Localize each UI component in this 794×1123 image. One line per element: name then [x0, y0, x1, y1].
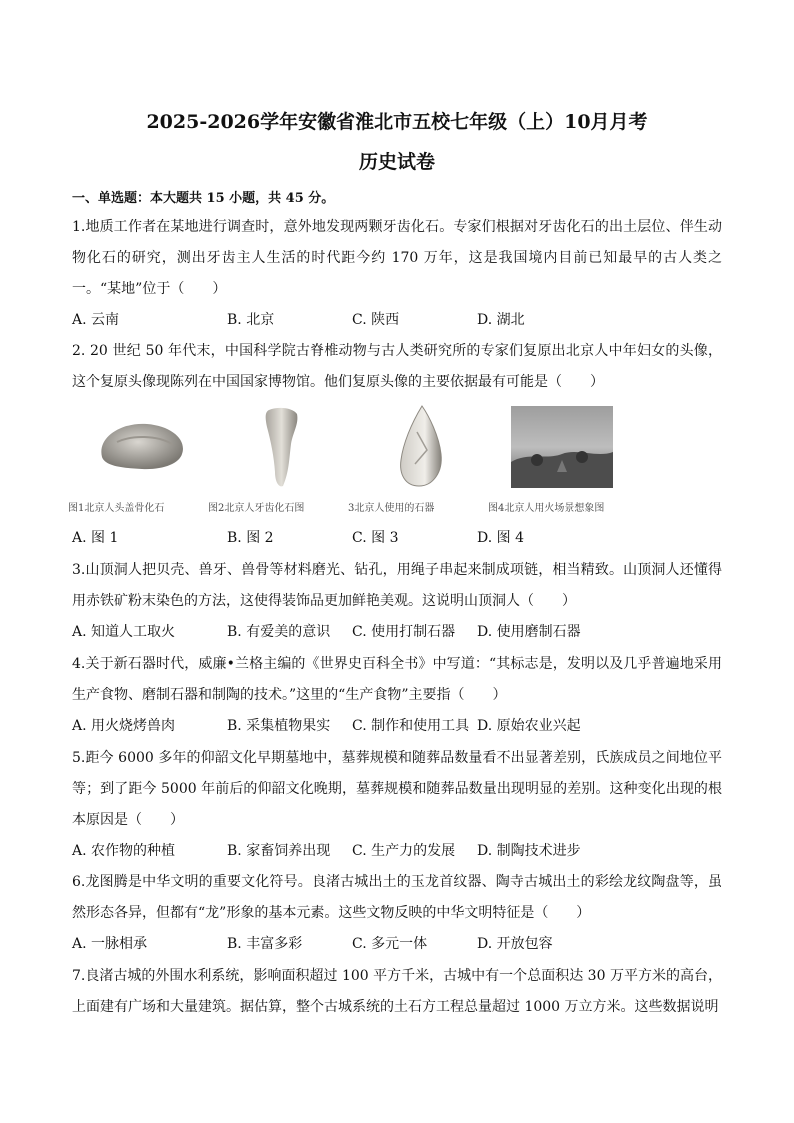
question-3-stem: 3.山顶洞人把贝壳、兽牙、兽骨等材料磨光、钻孔，用绳子串起来制成项链，相当精致。山顶洞人还懂得用赤铁矿粉末染色的方法，这使得装饰品更加鲜艳美观。这说明山顶洞人（ ）: [72, 562, 722, 609]
stone-tool-image: [367, 402, 477, 492]
question-7-stem: 7.良渚古城的外围水利系统，影响面积超过 100 平方千米，古城中有一个总面积达 30 万平方米的高台，上面建有广场和大量建筑。据估算，整个古城系统的土石方工程总量超过 1000 万立方米。这些数据说明: [72, 968, 722, 1015]
option-c[interactable]: C. 图 3: [352, 530, 399, 546]
figure-4: [488, 402, 632, 514]
skull-fossil-image: [87, 402, 197, 492]
figure-2: [208, 402, 352, 514]
figure-1-caption: 图1北京人头盖骨化石: [68, 503, 165, 514]
tooth-fossil-image: [227, 402, 337, 492]
option-b[interactable]: B. 采集植物果实: [227, 718, 331, 734]
figure-3-caption: 3北京人使用的石器: [348, 503, 435, 514]
option-b[interactable]: B. 家畜饲养出现: [227, 843, 331, 859]
option-d[interactable]: D. 湖北: [477, 312, 525, 328]
option-c[interactable]: C. 使用打制石器: [352, 624, 456, 640]
question-2-figures: [68, 402, 722, 522]
exam-subtitle: 历史试卷: [358, 151, 435, 173]
option-d[interactable]: D. 图 4: [477, 530, 524, 546]
option-a[interactable]: A. 农作物的种植: [72, 843, 176, 859]
question-6-stem: 6.龙图腾是中华文明的重要文化符号。良渚古城出土的玉龙首纹器、陶寺古城出土的彩绘龙纹陶盘等，虽然形态各异，但都有“龙”形象的基本元素。这些文物反映的中华文明特征是（ ）: [72, 874, 722, 921]
option-a[interactable]: A. 用火烧烤兽肉: [72, 718, 176, 734]
option-a[interactable]: A. 云南: [72, 312, 120, 328]
option-b[interactable]: B. 图 2: [227, 530, 274, 546]
question-5-stem: 5.距今 6000 多年的仰韶文化早期墓地中，墓葬规模和随葬品数量看不出显著差别，氏族成员之间地位平等；到了距今 5000 年前后的仰韶文化晚期，墓葬规模和随葬品数量出现明显的差别。这种变化出现的根本原因是（ ）: [72, 750, 722, 828]
figure-3: [348, 402, 492, 514]
figure-1: [68, 402, 212, 514]
section-heading: 一、单选题：本大题共 15 小题，共 45 分。: [72, 191, 335, 206]
question-4-options: [72, 715, 722, 739]
question-1-stem: 1.地质工作者在某地进行调查时，意外地发现两颗牙齿化石。专家们根据对牙齿化石的出土层位、伴生动物化石的研究，测出牙齿主人生活的时代距今约 170 万年，这是我国境内目前已知最早的古人类之一。“某地”位于（ ）: [72, 219, 722, 297]
option-d[interactable]: D. 开放包容: [477, 936, 553, 952]
option-c[interactable]: C. 制作和使用工具: [352, 718, 470, 734]
option-b[interactable]: B. 丰富多彩: [227, 936, 303, 952]
option-a[interactable]: A. 知道人工取火: [72, 624, 176, 640]
figure-2-caption: 图2北京人牙齿化石图: [208, 503, 305, 514]
figure-4-caption: 图4北京人用火场景想象图: [488, 503, 605, 514]
question-5-options: [72, 840, 722, 864]
option-b[interactable]: B. 有爱美的意识: [227, 624, 331, 640]
option-c[interactable]: C. 陕西: [352, 312, 400, 328]
exam-title: 2025-2026学年安徽省淮北市五校七年级（上）10月月考: [146, 111, 648, 133]
question-1-options: [72, 309, 722, 333]
fire-scene-image: [507, 402, 617, 492]
option-d[interactable]: D. 原始农业兴起: [477, 718, 581, 734]
option-a[interactable]: A. 一脉相承: [72, 936, 148, 952]
question-3-options: [72, 621, 722, 645]
question-6-options: [72, 933, 722, 957]
question-2-options: [72, 527, 722, 551]
question-2-stem: 2. 20 世纪 50 年代末，中国科学院古脊椎动物与古人类研究所的专家们复原出北京人中年妇女的头像，这个复原头像现陈列在中国国家博物馆。他们复原头像的主要依据最有可能是（ ）: [72, 343, 722, 390]
option-a[interactable]: A. 图 1: [72, 530, 119, 546]
option-d[interactable]: D. 制陶技术进步: [477, 843, 581, 859]
option-c[interactable]: C. 多元一体: [352, 936, 428, 952]
question-4-stem: 4.关于新石器时代，威廉•兰格主编的《世界史百科全书》中写道：“其标志是，发明以及几乎普遍地采用生产食物、磨制石器和制陶的技术。”这里的“生产食物”主要指（ ）: [72, 656, 722, 703]
option-c[interactable]: C. 生产力的发展: [352, 843, 456, 859]
option-b[interactable]: B. 北京: [227, 312, 275, 328]
option-d[interactable]: D. 使用磨制石器: [477, 624, 581, 640]
